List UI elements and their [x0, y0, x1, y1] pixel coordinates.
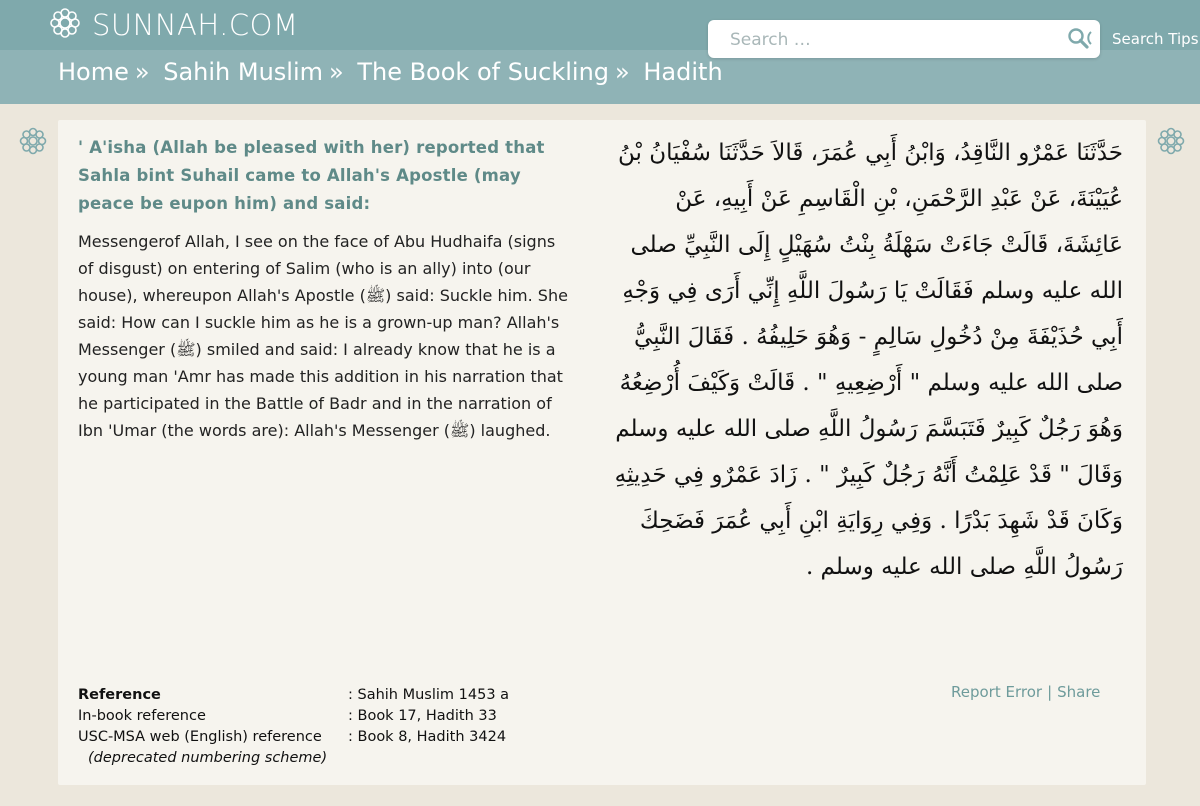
hadith-narrator: ' A'isha (Allah be pleased with her) reported that Sahla bint Suhail came to Allah's Apostle (may peace be eupon him) and said:: [78, 138, 545, 213]
breadcrumb-home[interactable]: Home: [58, 58, 129, 86]
reference-table: [78, 685, 509, 769]
search-input[interactable]: [728, 26, 1052, 54]
share-link[interactable]: Share: [1057, 683, 1101, 701]
usc-msa-reference-label: USC-MSA web (English) reference: [78, 729, 322, 745]
actions-divider: |: [1047, 683, 1053, 701]
breadcrumb-separator: »: [134, 58, 150, 86]
site-header: [0, 0, 1200, 104]
breadcrumb-separator: »: [329, 58, 344, 86]
report-error-link[interactable]: Report Error: [951, 683, 1043, 701]
search-icon[interactable]: [1066, 26, 1096, 52]
arabic-hadith-text: حَدَّثَنَا عَمْرٌو النَّاقِدُ، وَابْنُ أَبِي عُمَرَ، قَالاَ حَدَّثَنَا سُفْيَانُ بْنُ عُيَيْنَةَ، عَنْ عَبْدِ الرَّحْمَنِ، بْنِ الْقَاسِمِ عَنْ أَبِيهِ، عَنْ عَائِشَةَ، قَالَتْ جَاءَتْ سَهْلَةُ بِنْتُ سُهَيْلٍ إِلَى النَّبِيِّ صلى الله عليه وسلم فَقَالَتْ يَا رَسُولَ اللَّهِ إِنِّي أَرَى فِي وَجْهِ أَبِي حُذَيْفَةَ مِنْ دُخُولِ سَالِمٍ - وَهُوَ حَلِيفُهُ . فَقَالَ النَّبِيُّ صلى الله عليه وسلم " أَرْضِعِيهِ " . قَالَتْ وَكَيْفَ أُرْضِعُهُ وَهُوَ رَجُلٌ كَبِيرٌ فَتَبَسَّمَ رَسُولُ اللَّهِ صلى الله عليه وسلم وَقَالَ " قَدْ عَلِمْتُ أَنَّهُ رَجُلٌ كَبِيرٌ " . زَادَ عَمْرٌو فِي حَدِيثِهِ وَكَانَ قَدْ شَهِدَ بَدْرًا . وَفِي رِوَايَةِ ابْنِ أَبِي عُمَرَ فَضَحِكَ رَسُولُ اللَّهِ صلى الله عليه وسلم .: [614, 140, 1123, 580]
deprecated-note: (deprecated numbering scheme): [88, 750, 328, 766]
reference-label: Reference: [78, 687, 161, 703]
ornament-icon: [1156, 126, 1186, 156]
site-logo[interactable]: [48, 6, 298, 44]
hadith-container: [58, 120, 1146, 785]
breadcrumb: [58, 58, 729, 86]
logo-text: SUNNAH.COM: [92, 8, 299, 42]
reference-row: [78, 685, 509, 706]
reference-value: : Sahih Muslim 1453 a: [348, 687, 510, 703]
in-book-reference-row: [78, 706, 509, 727]
english-hadith: [78, 134, 568, 444]
search-tips-link[interactable]: Search Tips: [1112, 30, 1199, 48]
ornament-icon: [18, 126, 48, 156]
breadcrumb-collection[interactable]: Sahih Muslim: [163, 58, 323, 86]
english-hadith-text: Messengerof Allah, I see on the face of Abu Hudhaifa (signs of disgust) on entering of Salim (who is an ally) into (our house), whereupon Allah's Apostle (ﷺ) said: Suckle him. She said: How can I suckle him as he is a grown-up man? Allah's Messenger (ﷺ) smiled and said: I already know that he is a young man 'Amr has made this addition in his narration that he participated in the Battle of Badr and in the narration of Ibn 'Umar (the words are): Allah's Messenger (ﷺ) laughed.: [78, 232, 568, 440]
logo-ornament-icon: [48, 6, 82, 44]
usc-msa-reference-row: [78, 727, 509, 748]
hadith-actions: [951, 683, 1100, 701]
breadcrumb-book[interactable]: The Book of Suckling: [357, 58, 610, 86]
breadcrumb-current: Hadith: [643, 58, 723, 86]
search-box: [708, 20, 1100, 58]
usc-msa-reference-value: : Book 8, Hadith 3424: [348, 729, 507, 745]
in-book-reference-label: In-book reference: [78, 708, 206, 724]
in-book-reference-value: : Book 17, Hadith 33: [348, 708, 497, 724]
breadcrumb-separator: »: [615, 58, 630, 86]
